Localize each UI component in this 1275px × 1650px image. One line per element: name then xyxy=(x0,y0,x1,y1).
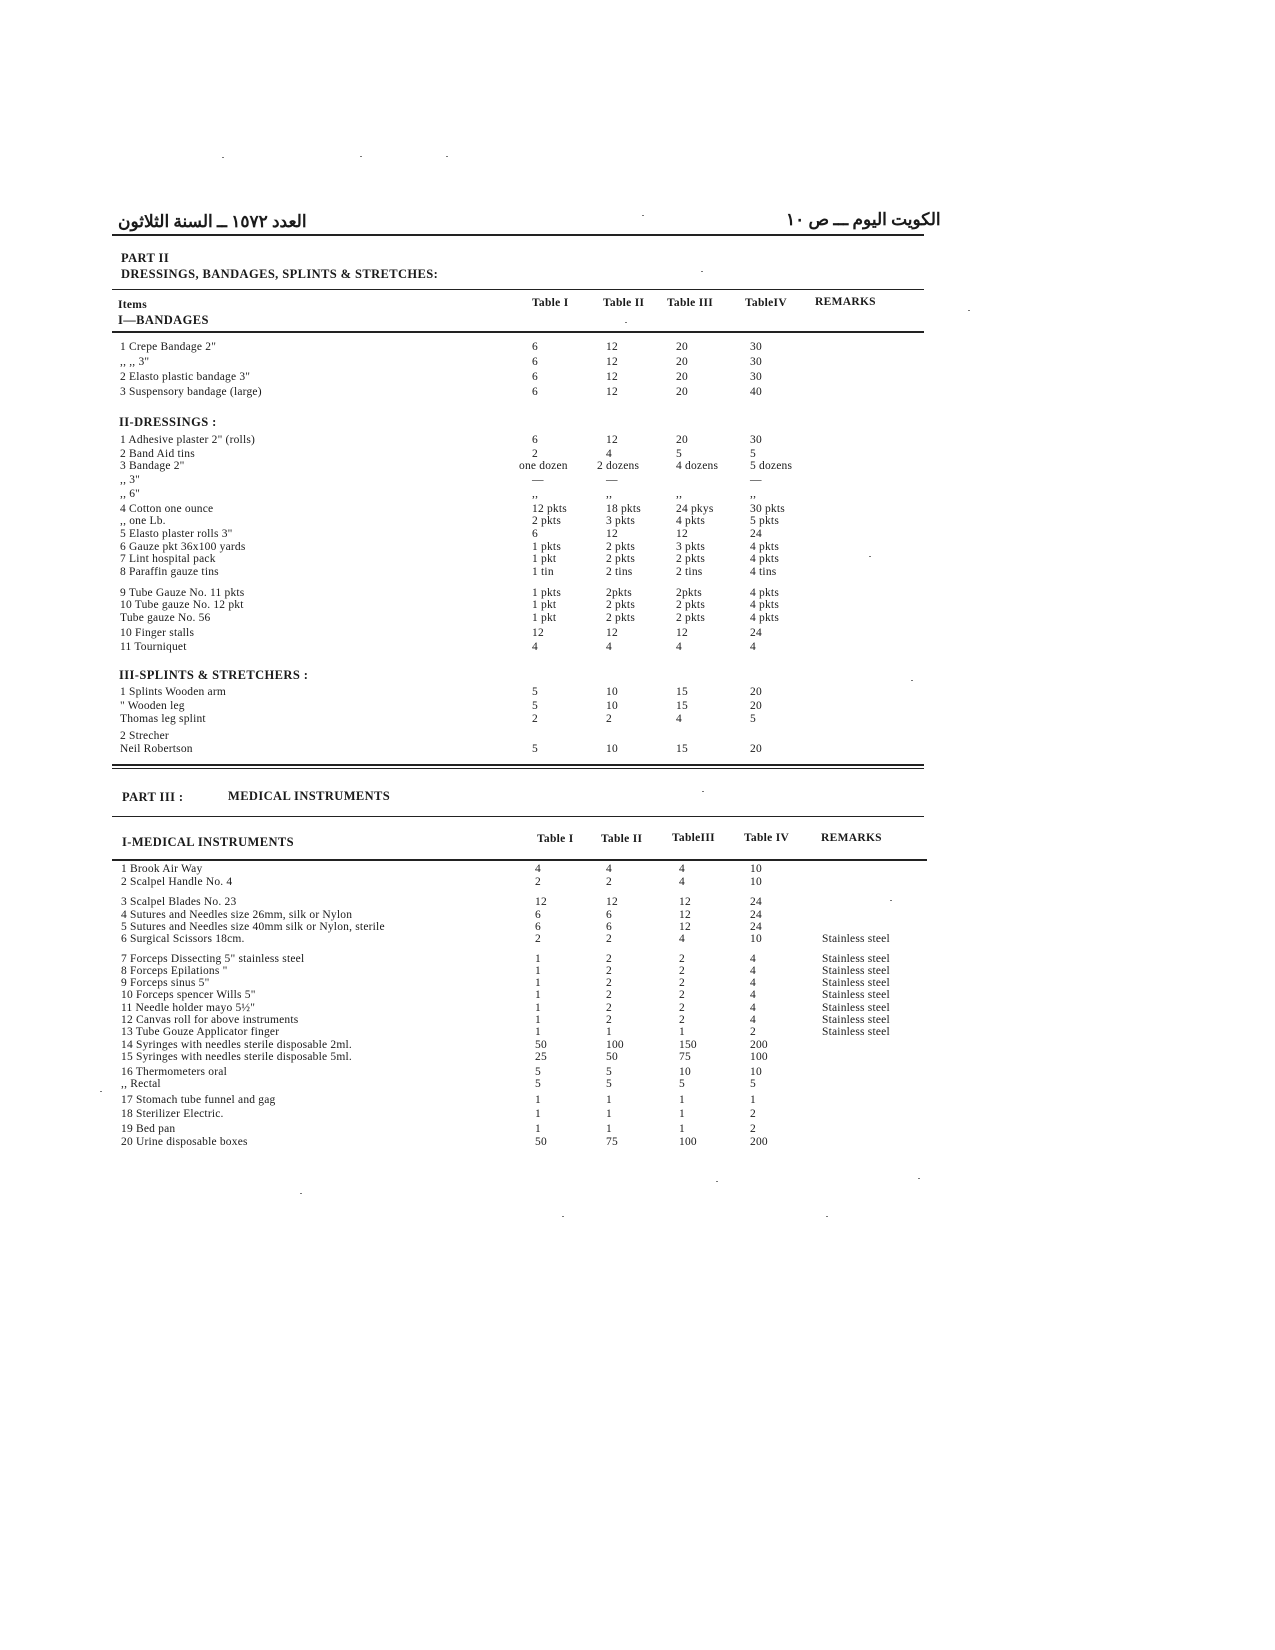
header-rule xyxy=(112,234,924,236)
part2-row-t3: 15 xyxy=(676,743,688,755)
col-remarks: REMARKS xyxy=(815,296,876,308)
part2-row-t2: 4 xyxy=(606,448,612,460)
part2-row-t1: 4 xyxy=(532,641,538,653)
part3-row-t1: 5 xyxy=(535,1066,541,1078)
part2-row-t4: 30 pkts xyxy=(750,503,785,515)
part2-row-t4: 20 xyxy=(750,686,762,698)
part2-row-t4: 20 xyxy=(750,743,762,755)
part2-row-t1: 5 xyxy=(532,700,538,712)
part3-top-rule xyxy=(112,816,924,817)
section-bandages: I—BANDAGES xyxy=(118,313,209,327)
part2-row-t2: 12 xyxy=(606,356,618,368)
part3-row-t2: 6 xyxy=(606,921,612,933)
part2-row-t2: 12 xyxy=(606,627,618,639)
col-table2: Table II xyxy=(603,297,645,309)
part3-row-t2: 2 xyxy=(606,977,612,989)
scan-speck xyxy=(869,556,871,557)
scan-speck xyxy=(642,215,644,216)
part2-row-item: 1 Adhesive plaster 2" (rolls) xyxy=(120,434,256,446)
part3-row-t1: 50 xyxy=(535,1039,547,1051)
part2-row-t2: 18 pkts xyxy=(606,503,641,515)
part2-header-rule xyxy=(112,331,924,333)
part3-row-t2: 12 xyxy=(606,896,618,908)
part3-row-item: 3 Scalpel Blades No. 23 xyxy=(121,896,237,908)
part3-row-t2: 2 xyxy=(606,953,612,965)
part3-row-item: 18 Sterilizer Electric. xyxy=(121,1108,224,1120)
col-table1: Table I xyxy=(532,297,569,309)
part2-row-t1: 5 xyxy=(532,686,538,698)
part3-row-t3: 12 xyxy=(679,909,691,921)
part2-row-item: ,, 3" xyxy=(120,474,141,486)
part2-row-t1: 2 pkts xyxy=(532,515,561,527)
part3-row-t3: 2 xyxy=(679,953,685,965)
part3-row-remarks: Stainless steel xyxy=(822,1026,890,1038)
part2-row-t4: 5 xyxy=(750,448,756,460)
part2-row-t2: 2 dozens xyxy=(597,460,640,472)
part3-row-t4: 24 xyxy=(750,896,762,908)
part3-row-t3: 1 xyxy=(679,1123,685,1135)
part2-row-t3: 15 xyxy=(676,700,688,712)
part3-row-t3: 4 xyxy=(679,863,685,875)
part2-row-t2: 2 pkts xyxy=(606,612,635,624)
part2-row-t4: 4 xyxy=(750,641,756,653)
section-splints-stretchers: III-SPLINTS & STRETCHERS : xyxy=(119,668,309,682)
part3-row-t3: 10 xyxy=(679,1066,691,1078)
part3-row-item: 15 Syringes with needles sterile disposable 5ml. xyxy=(121,1051,352,1063)
part2-row-t1: 1 pkt xyxy=(532,553,557,565)
part2-row-t2: 4 xyxy=(606,641,612,653)
part3-row-t3: 150 xyxy=(679,1039,697,1051)
part2-row-t1: 6 xyxy=(532,356,538,368)
part2-row-t1: 6 xyxy=(532,341,538,353)
part3-row-t2: 2 xyxy=(606,1014,612,1026)
scan-speck xyxy=(701,271,703,272)
part2-row-t4: 4 pkts xyxy=(750,553,779,565)
scan-speck xyxy=(890,900,892,901)
part3-row-t3: 2 xyxy=(679,1014,685,1026)
part2-row-t2: ,, xyxy=(606,488,613,500)
part3-row-t3: 2 xyxy=(679,977,685,989)
part2-row-t1: ,, xyxy=(532,488,539,500)
scan-speck xyxy=(300,1193,302,1194)
part3-row-remarks: Stainless steel xyxy=(822,933,890,945)
part2-row-t2: 12 xyxy=(606,434,618,446)
part2-row-item: ,, ,, 3" xyxy=(120,356,150,368)
part2-row-item: 3 Bandage 2" xyxy=(120,460,185,472)
part2-row-t4: 30 xyxy=(750,356,762,368)
part3-row-t2: 1 xyxy=(606,1094,612,1106)
part2-row-t3: 4 xyxy=(676,713,682,725)
part3-row-t3: 5 xyxy=(679,1078,685,1090)
part2-row-t3: 15 xyxy=(676,686,688,698)
part2-row-item: 4 Cotton one ounce xyxy=(120,503,214,515)
scan-speck xyxy=(911,680,913,681)
section-medical-instruments: I-MEDICAL INSTRUMENTS xyxy=(122,835,294,849)
part2-bottom-rule-2 xyxy=(112,768,924,769)
part2-row-t2: 2 pkts xyxy=(606,553,635,565)
part2-row-t4: 5 xyxy=(750,713,756,725)
part2-row-t4: 24 xyxy=(750,627,762,639)
part2-row-item: 1 Crepe Bandage 2" xyxy=(120,341,217,353)
part3-row-item: ,, Rectal xyxy=(121,1078,161,1090)
part3-row-t1: 1 xyxy=(535,989,541,1001)
part2-row-t2: 10 xyxy=(606,743,618,755)
part2-row-item: 5 Elasto plaster rolls 3" xyxy=(120,528,233,540)
part3-row-t1: 25 xyxy=(535,1051,547,1063)
part3-row-t1: 1 xyxy=(535,1002,541,1014)
part3-row-t2: 5 xyxy=(606,1078,612,1090)
part3-row-t1: 5 xyxy=(535,1078,541,1090)
part3-row-remarks: Stainless steel xyxy=(822,989,890,1001)
part3-row-t4: 4 xyxy=(750,1002,756,1014)
part2-row-item: 3 Suspensory bandage (large) xyxy=(120,386,262,398)
part3-row-t1: 6 xyxy=(535,921,541,933)
part3-row-item: 19 Bed pan xyxy=(121,1123,176,1135)
part3-row-t2: 2 xyxy=(606,1002,612,1014)
part2-row-item: ,, one Lb. xyxy=(120,515,166,527)
part3-row-t4: 2 xyxy=(750,1026,756,1038)
part2-row-t1: 12 pkts xyxy=(532,503,567,515)
part2-row-item: 7 Lint hospital pack xyxy=(120,553,216,565)
part2-row-t2: 3 pkts xyxy=(606,515,635,527)
part2-row-t1: 1 tin xyxy=(532,566,554,578)
part2-row-t3: ,, xyxy=(676,488,683,500)
part2-row-item: 8 Paraffin gauze tins xyxy=(120,566,219,578)
part2-row-t3: 3 pkts xyxy=(676,541,705,553)
part2-row-t2: 2 xyxy=(606,713,612,725)
part3-row-t3: 100 xyxy=(679,1136,697,1148)
part2-row-t1: 6 xyxy=(532,386,538,398)
scan-speck xyxy=(918,1178,920,1179)
part3-row-t2: 2 xyxy=(606,933,612,945)
part3-row-item: 7 Forceps Dissecting 5" stainless steel xyxy=(121,953,305,965)
col3-table3: TableIII xyxy=(672,832,715,844)
part3-row-t1: 1 xyxy=(535,1123,541,1135)
part2-row-item: 9 Tube Gauze No. 11 pkts xyxy=(120,587,245,599)
part3-row-t1: 1 xyxy=(535,1094,541,1106)
part3-row-item: 11 Needle holder mayo 5½" xyxy=(121,1002,256,1014)
part3-row-item: 9 Forceps sinus 5" xyxy=(121,977,210,989)
part2-row-t4: 5 pkts xyxy=(750,515,779,527)
part2-row-t3: 2pkts xyxy=(676,587,702,599)
part3-row-t3: 75 xyxy=(679,1051,691,1063)
part3-row-t2: 100 xyxy=(606,1039,624,1051)
part2-row-t1: 2 xyxy=(532,448,538,460)
part2-row-t2: 10 xyxy=(606,700,618,712)
part2-row-t2: 2 pkts xyxy=(606,599,635,611)
scan-speck xyxy=(625,322,627,323)
part3-title: MEDICAL INSTRUMENTS xyxy=(228,789,391,803)
part2-row-t4: 24 xyxy=(750,528,762,540)
scan-speck xyxy=(702,791,704,792)
part2-row-t4: 40 xyxy=(750,386,762,398)
part3-row-t1: 50 xyxy=(535,1136,547,1148)
part3-row-t1: 1 xyxy=(535,1108,541,1120)
part3-row-t3: 1 xyxy=(679,1108,685,1120)
part2-row-item: Thomas leg splint xyxy=(120,713,206,725)
part3-row-item: 5 Sutures and Needles size 40mm silk or Nylon, sterile xyxy=(121,921,385,933)
scan-speck xyxy=(100,1091,102,1092)
part3-row-remarks: Stainless steel xyxy=(822,953,890,965)
part2-row-t3: 20 xyxy=(676,371,688,383)
part2-row-t1: 1 pkt xyxy=(532,612,557,624)
part2-row-t4: 4 tins xyxy=(750,566,777,578)
part3-row-t2: 2 xyxy=(606,989,612,1001)
part3-row-t3: 1 xyxy=(679,1094,685,1106)
part3-row-t1: 4 xyxy=(535,863,541,875)
part3-row-t1: 1 xyxy=(535,1014,541,1026)
part3-row-t1: 1 xyxy=(535,953,541,965)
col-items: Items xyxy=(118,299,147,311)
part2-row-item: 10 Finger stalls xyxy=(120,627,195,639)
scan-speck xyxy=(562,1216,564,1217)
part2-row-t2: — xyxy=(606,474,618,486)
part3-row-remarks: Stainless steel xyxy=(822,1014,890,1026)
part2-row-t4: 5 dozens xyxy=(750,460,793,472)
part3-row-t4: 4 xyxy=(750,977,756,989)
part3-label: PART III : xyxy=(122,790,184,804)
part3-row-t4: 10 xyxy=(750,933,762,945)
part2-row-t2: 12 xyxy=(606,371,618,383)
part3-row-item: 13 Tube Gouze Applicator finger xyxy=(121,1026,280,1038)
part3-row-remarks: Stainless steel xyxy=(822,965,890,977)
part2-row-item: Tube gauze No. 56 xyxy=(120,612,211,624)
part2-row-t1: 5 xyxy=(532,743,538,755)
part3-row-t4: 200 xyxy=(750,1136,768,1148)
part2-row-t1: 2 xyxy=(532,713,538,725)
part3-row-remarks: Stainless steel xyxy=(822,977,890,989)
part3-row-t2: 2 xyxy=(606,876,612,888)
part2-row-item: 10 Tube gauze No. 12 pkt xyxy=(120,599,244,611)
part2-row-item: " Wooden leg xyxy=(120,700,185,712)
part2-row-t3: 20 xyxy=(676,434,688,446)
part3-row-t2: 1 xyxy=(606,1026,612,1038)
part2-row-t3: 20 xyxy=(676,341,688,353)
part2-row-t2: 2 tins xyxy=(606,566,633,578)
part3-row-item: 10 Forceps spencer Wills 5" xyxy=(121,989,256,1001)
part3-row-t4: 4 xyxy=(750,1014,756,1026)
part3-row-t3: 2 xyxy=(679,965,685,977)
part3-row-t2: 1 xyxy=(606,1108,612,1120)
part3-row-t2: 6 xyxy=(606,909,612,921)
part3-row-t3: 12 xyxy=(679,896,691,908)
part3-row-item: 14 Syringes with needles sterile disposable 2ml. xyxy=(121,1039,352,1051)
part2-row-t1: 12 xyxy=(532,627,544,639)
part2-row-t2: 12 xyxy=(606,528,618,540)
part2-row-t4: 30 xyxy=(750,371,762,383)
part3-header-rule xyxy=(112,859,927,861)
part3-row-t4: 100 xyxy=(750,1051,768,1063)
part2-row-t4: 30 xyxy=(750,341,762,353)
part2-row-t1: 1 pkts xyxy=(532,541,561,553)
part2-title: DRESSINGS, BANDAGES, SPLINTS & STRETCHES: xyxy=(121,267,439,281)
part3-row-t3: 4 xyxy=(679,933,685,945)
part3-row-t3: 12 xyxy=(679,921,691,933)
part2-top-rule xyxy=(112,289,924,290)
part2-row-item: ,, 6" xyxy=(120,488,141,500)
part3-row-t3: 4 xyxy=(679,876,685,888)
part3-row-t4: 1 xyxy=(750,1094,756,1106)
part2-row-t2: 2pkts xyxy=(606,587,632,599)
part2-row-t2: 2 pkts xyxy=(606,541,635,553)
part3-row-t2: 2 xyxy=(606,965,612,977)
part3-row-t4: 24 xyxy=(750,909,762,921)
part3-row-t4: 10 xyxy=(750,876,762,888)
col3-remarks: REMARKS xyxy=(821,832,882,844)
part2-row-item: 6 Gauze pkt 36x100 yards xyxy=(120,541,246,553)
part3-row-t2: 50 xyxy=(606,1051,618,1063)
part3-row-t3: 2 xyxy=(679,989,685,1001)
part2-row-t3: 12 xyxy=(676,528,688,540)
part2-row-t2: 12 xyxy=(606,386,618,398)
part3-row-t4: 200 xyxy=(750,1039,768,1051)
part2-row-t4: ,, xyxy=(750,488,757,500)
part2-row-t3: 2 pkts xyxy=(676,599,705,611)
part3-row-item: 6 Surgical Scissors 18cm. xyxy=(121,933,245,945)
part3-row-item: 16 Thermometers oral xyxy=(121,1066,227,1078)
part3-row-t4: 10 xyxy=(750,863,762,875)
part2-row-t3: 4 pkts xyxy=(676,515,705,527)
header-title-right: الكويت اليوم ـــ ص ١٠ xyxy=(786,210,941,229)
part2-row-t3: 4 xyxy=(676,641,682,653)
part3-row-item: 12 Canvas roll for above instruments xyxy=(121,1014,299,1026)
part3-row-t3: 2 xyxy=(679,1002,685,1014)
part3-row-t1: 2 xyxy=(535,933,541,945)
part2-row-item: 1 Splints Wooden arm xyxy=(120,686,227,698)
part2-row-t4: 4 pkts xyxy=(750,541,779,553)
part3-row-t4: 24 xyxy=(750,921,762,933)
part3-row-item: 17 Stomach tube funnel and gag xyxy=(121,1094,276,1106)
part2-row-t3: 20 xyxy=(676,386,688,398)
part2-row-t2: 12 xyxy=(606,341,618,353)
part2-row-t1: 1 pkt xyxy=(532,599,557,611)
part2-row-t3: 4 dozens xyxy=(676,460,719,472)
part2-row-t1: one dozen xyxy=(519,460,568,472)
part3-row-t1: 2 xyxy=(535,876,541,888)
section-dressings: II-DRESSINGS : xyxy=(119,415,217,429)
part2-row-t1: — xyxy=(532,474,544,486)
part3-row-t4: 10 xyxy=(750,1066,762,1078)
part2-row-t1: 1 pkts xyxy=(532,587,561,599)
part2-row-t4: 4 pkts xyxy=(750,587,779,599)
part2-row-t1: 6 xyxy=(532,434,538,446)
part3-row-t2: 5 xyxy=(606,1066,612,1078)
part3-row-item: 8 Forceps Epilations " xyxy=(121,965,228,977)
part2-bottom-rule xyxy=(112,764,924,766)
scan-speck xyxy=(446,156,448,157)
part2-row-t3: 2 pkts xyxy=(676,612,705,624)
scan-speck xyxy=(968,310,970,311)
part2-row-t3: 12 xyxy=(676,627,688,639)
part3-row-t2: 4 xyxy=(606,863,612,875)
part2-row-t3: 5 xyxy=(676,448,682,460)
part2-row-t2: 10 xyxy=(606,686,618,698)
part3-row-t4: 2 xyxy=(750,1123,756,1135)
part2-row-t4: 4 pkts xyxy=(750,599,779,611)
part3-row-t3: 1 xyxy=(679,1026,685,1038)
col3-table4: Table IV xyxy=(744,832,790,844)
part2-row-t4: 20 xyxy=(750,700,762,712)
part3-row-t1: 1 xyxy=(535,965,541,977)
part2-row-item: Neil Robertson xyxy=(120,743,193,755)
part3-row-item: 2 Scalpel Handle No. 4 xyxy=(121,876,233,888)
scan-speck xyxy=(360,156,362,157)
part3-row-t4: 5 xyxy=(750,1078,756,1090)
col3-table2: Table II xyxy=(601,833,643,845)
scan-speck xyxy=(716,1181,718,1182)
part2-row-t1: 6 xyxy=(532,528,538,540)
part2-row-t3: 20 xyxy=(676,356,688,368)
part2-row-item: 2 Band Aid tins xyxy=(120,448,195,460)
part2-row-t3: 2 pkts xyxy=(676,553,705,565)
part3-row-t1: 1 xyxy=(535,1026,541,1038)
part3-row-item: 20 Urine disposable boxes xyxy=(121,1136,248,1148)
col3-table1: Table I xyxy=(537,833,574,845)
part3-row-t2: 1 xyxy=(606,1123,612,1135)
part3-row-t4: 4 xyxy=(750,953,756,965)
header-issue-left: العدد ١٥٧٢ ــ السنة الثلاثون xyxy=(118,212,307,231)
part2-label: PART II xyxy=(121,251,170,265)
part2-row-item: 2 Elasto plastic bandage 3" xyxy=(120,371,251,383)
part3-row-t1: 12 xyxy=(535,896,547,908)
part2-row-t3: 24 pkys xyxy=(676,503,714,515)
part3-row-t4: 2 xyxy=(750,1108,756,1120)
part2-row-item: 2 Strecher xyxy=(120,730,169,742)
part2-row-item: 11 Tourniquet xyxy=(120,641,187,653)
part3-row-remarks: Stainless steel xyxy=(822,1002,890,1014)
part2-row-t3: 2 tins xyxy=(676,566,703,578)
part2-row-t4: 4 pkts xyxy=(750,612,779,624)
part2-row-t1: 6 xyxy=(532,371,538,383)
part3-row-t4: 4 xyxy=(750,965,756,977)
part2-row-t4: 30 xyxy=(750,434,762,446)
part2-row-t4: — xyxy=(750,474,762,486)
scan-speck xyxy=(826,1216,828,1217)
part3-row-t1: 6 xyxy=(535,909,541,921)
part3-row-item: 4 Sutures and Needles size 26mm, silk or Nylon xyxy=(121,909,353,921)
part3-row-t1: 1 xyxy=(535,977,541,989)
scan-speck xyxy=(222,157,224,158)
part3-row-item: 1 Brook Air Way xyxy=(121,863,203,875)
part3-row-t2: 75 xyxy=(606,1136,618,1148)
col-table4: TableIV xyxy=(745,297,787,309)
part3-row-t4: 4 xyxy=(750,989,756,1001)
col-table3: Table III xyxy=(667,297,714,309)
